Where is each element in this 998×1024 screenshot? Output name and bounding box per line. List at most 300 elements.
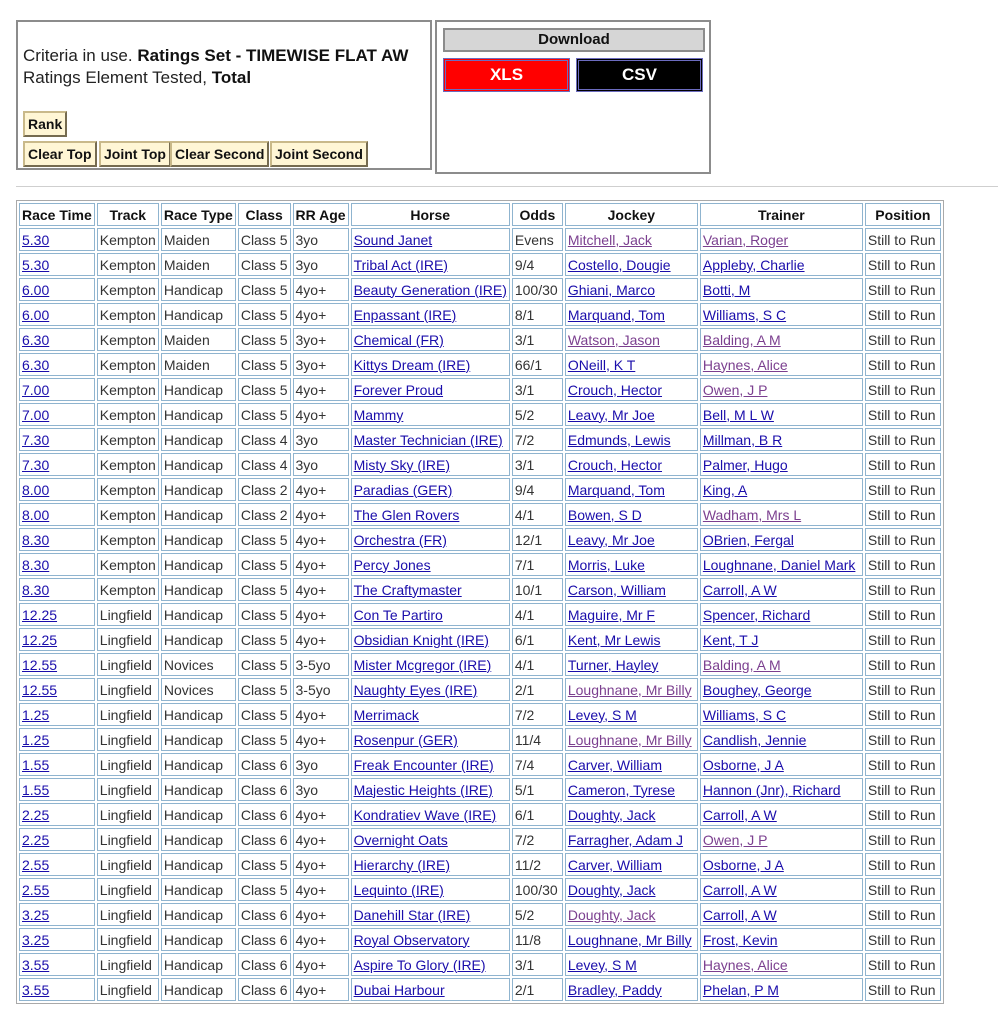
jockey-cell [565, 628, 698, 651]
jockey-cell [565, 803, 698, 826]
jockey-link[interactable]: Bowen, S D [567, 506, 642, 523]
race-type-cell: Handicap [161, 978, 236, 1001]
header-row [19, 203, 941, 226]
horse-link[interactable]: Aspire To Glory (IRE) [353, 956, 486, 973]
race-time-cell [19, 728, 95, 751]
class-cell: Class 2 [238, 503, 291, 526]
jockey-cell [565, 678, 698, 701]
jockey-link[interactable]: Doughty, Jack [567, 906, 656, 923]
table-row [19, 253, 941, 276]
horse-cell [351, 553, 510, 576]
track-cell: Lingfield [97, 628, 159, 651]
trainer-cell [700, 453, 863, 476]
horse-link[interactable]: Master Technician (IRE) [353, 431, 503, 448]
horse-cell [351, 378, 510, 401]
jockey-link[interactable]: Levey, S M [567, 956, 637, 973]
table-row [19, 853, 941, 876]
rr-age-cell: 4yo+ [293, 978, 349, 1001]
position-cell: Still to Run [865, 403, 941, 426]
race-type-cell: Handicap [161, 728, 236, 751]
race-time-link[interactable]: 8.00 [22, 481, 50, 498]
odds-cell: 9/4 [512, 253, 563, 276]
horse-link[interactable]: Merrimack [353, 706, 419, 723]
race-type-cell: Novices [161, 678, 236, 701]
track-cell: Kempton [97, 503, 159, 526]
race-time-cell [19, 453, 95, 476]
race-time-cell [19, 328, 95, 351]
table-row [19, 778, 941, 801]
trainer-link[interactable]: Hannon (Jnr), Richard [702, 781, 841, 798]
race-time-link[interactable]: 7.30 [22, 456, 50, 473]
download-panel [435, 20, 711, 174]
jockey-cell [565, 903, 698, 926]
position-cell: Still to Run [865, 578, 941, 601]
race-time-link[interactable]: 6.00 [22, 281, 50, 298]
race-type-cell: Handicap [161, 878, 236, 901]
race-type-cell: Handicap [161, 553, 236, 576]
jockey-link[interactable]: ONeill, K T [567, 356, 636, 373]
trainer-cell [700, 253, 863, 276]
jockey-link[interactable]: Maguire, Mr F [567, 606, 655, 623]
rank-button[interactable]: Rank [23, 111, 67, 137]
criteria-panel [16, 20, 432, 170]
rr-age-cell: 3yo [293, 778, 349, 801]
race-time-cell [19, 553, 95, 576]
jockey-link[interactable]: Doughty, Jack [567, 881, 656, 898]
horse-cell [351, 453, 510, 476]
position-cell: Still to Run [865, 228, 941, 251]
odds-cell: 10/1 [512, 578, 563, 601]
odds-cell: 5/2 [512, 903, 563, 926]
horse-cell [351, 353, 510, 376]
trainer-cell [700, 403, 863, 426]
trainer-link[interactable]: Loughnane, Daniel Mark [702, 556, 856, 573]
jockey-link[interactable]: Edmunds, Lewis [567, 431, 671, 448]
race-time-link[interactable]: 8.30 [22, 556, 50, 573]
race-time-link[interactable]: 5.30 [22, 256, 50, 273]
jockey-link[interactable]: Watson, Jason [567, 331, 660, 348]
table-row [19, 903, 941, 926]
jockey-link[interactable]: Carver, William [567, 856, 662, 873]
race-time-link[interactable]: 7.30 [22, 431, 50, 448]
jockey-link[interactable]: Doughty, Jack [567, 806, 656, 823]
position-cell: Still to Run [865, 503, 941, 526]
horse-link[interactable]: Overnight Oats [353, 831, 448, 848]
trainer-cell [700, 478, 863, 501]
race-time-cell [19, 803, 95, 826]
trainer-link[interactable]: Carroll, A W [702, 581, 777, 598]
race-time-cell [19, 753, 95, 776]
class-cell: Class 5 [238, 628, 291, 651]
jockey-cell [565, 653, 698, 676]
trainer-link[interactable]: Phelan, P M [702, 981, 779, 998]
horse-cell [351, 953, 510, 976]
race-time-cell [19, 628, 95, 651]
race-time-link[interactable]: 8.30 [22, 531, 50, 548]
horse-cell [351, 403, 510, 426]
race-time-link[interactable]: 8.00 [22, 506, 50, 523]
joint-top-button[interactable]: Joint Top [99, 141, 171, 167]
table-row [19, 953, 941, 976]
jockey-link[interactable]: Farragher, Adam J [567, 831, 684, 848]
race-type-cell: Handicap [161, 928, 236, 951]
trainer-link[interactable]: Haynes, Alice [702, 356, 788, 373]
race-time-link[interactable]: 1.55 [22, 781, 50, 798]
race-time-link[interactable]: 1.25 [22, 731, 50, 748]
header-track: Track [97, 203, 159, 226]
horse-cell [351, 878, 510, 901]
trainer-link[interactable]: Candlish, Jennie [702, 731, 807, 748]
rr-age-cell: 3yo+ [293, 353, 349, 376]
race-time-link[interactable]: 12.25 [22, 606, 58, 623]
horse-link[interactable]: The Craftymaster [353, 581, 462, 598]
position-cell: Still to Run [865, 728, 941, 751]
horse-link[interactable]: Percy Jones [353, 556, 431, 573]
header-position: Position [865, 203, 941, 226]
jockey-link[interactable]: Leavy, Mr Joe [567, 406, 655, 423]
trainer-link[interactable]: Carroll, A W [702, 806, 777, 823]
horse-link[interactable]: Orchestra (FR) [353, 531, 447, 548]
race-time-link[interactable]: 3.55 [22, 956, 50, 973]
trainer-cell [700, 803, 863, 826]
odds-cell: 3/1 [512, 953, 563, 976]
jockey-link[interactable]: Morris, Luke [567, 556, 645, 573]
horse-link[interactable]: Misty Sky (IRE) [353, 456, 451, 473]
results-table [16, 200, 944, 1004]
horse-link[interactable]: Obsidian Knight (IRE) [353, 631, 489, 648]
race-time-link[interactable]: 3.25 [22, 906, 50, 923]
race-time-link[interactable]: 12.25 [22, 631, 58, 648]
table-row [19, 628, 941, 651]
horse-link[interactable]: Lequinto (IRE) [353, 881, 444, 898]
race-time-link[interactable]: 2.25 [22, 806, 50, 823]
rr-age-cell: 4yo+ [293, 378, 349, 401]
race-time-cell [19, 353, 95, 376]
race-time-link[interactable]: 2.55 [22, 856, 50, 873]
race-time-link[interactable]: 8.30 [22, 581, 50, 598]
header-rr-age: RR Age [293, 203, 349, 226]
trainer-link[interactable]: Varian, Roger [702, 231, 789, 248]
position-cell: Still to Run [865, 803, 941, 826]
class-cell: Class 6 [238, 928, 291, 951]
jockey-link[interactable]: Marquand, Tom [567, 306, 665, 323]
jockey-cell [565, 603, 698, 626]
track-cell: Lingfield [97, 653, 159, 676]
track-cell: Lingfield [97, 928, 159, 951]
rr-age-cell: 3yo [293, 428, 349, 451]
position-cell: Still to Run [865, 703, 941, 726]
trainer-link[interactable]: King, A [702, 481, 748, 498]
trainer-cell [700, 878, 863, 901]
class-cell: Class 6 [238, 903, 291, 926]
trainer-link[interactable]: Williams, S C [702, 706, 787, 723]
horse-link[interactable]: Royal Observatory [353, 931, 470, 948]
xls-download-button[interactable]: XLS [443, 58, 570, 92]
race-type-cell: Handicap [161, 453, 236, 476]
jockey-link[interactable]: Leavy, Mr Joe [567, 531, 655, 548]
table-row [19, 428, 941, 451]
rr-age-cell: 4yo+ [293, 878, 349, 901]
rr-age-cell: 4yo+ [293, 553, 349, 576]
jockey-cell [565, 278, 698, 301]
jockey-cell [565, 853, 698, 876]
race-type-cell: Handicap [161, 853, 236, 876]
rr-age-cell: 4yo+ [293, 728, 349, 751]
horse-link[interactable]: Hierarchy (IRE) [353, 856, 451, 873]
position-cell: Still to Run [865, 928, 941, 951]
horse-cell [351, 428, 510, 451]
trainer-link[interactable]: Boughey, George [702, 681, 812, 698]
position-cell: Still to Run [865, 828, 941, 851]
race-time-cell [19, 478, 95, 501]
table-row [19, 528, 941, 551]
horse-link[interactable]: Danehill Star (IRE) [353, 906, 471, 923]
trainer-cell [700, 828, 863, 851]
jockey-link[interactable]: Crouch, Hector [567, 381, 663, 398]
trainer-cell [700, 903, 863, 926]
rr-age-cell: 3yo [293, 453, 349, 476]
track-cell: Lingfield [97, 903, 159, 926]
race-time-link[interactable]: 2.55 [22, 881, 50, 898]
horse-link[interactable]: Con Te Partiro [353, 606, 443, 623]
jockey-cell [565, 703, 698, 726]
position-cell: Still to Run [865, 853, 941, 876]
rr-age-cell: 4yo+ [293, 628, 349, 651]
rr-age-cell: 4yo+ [293, 903, 349, 926]
jockey-cell [565, 303, 698, 326]
table-row [19, 828, 941, 851]
joint-second-button[interactable]: Joint Second [270, 141, 368, 167]
csv-download-button[interactable]: CSV [576, 58, 703, 92]
trainer-link[interactable]: Millman, B R [702, 431, 783, 448]
race-time-link[interactable]: 7.00 [22, 406, 50, 423]
trainer-link[interactable]: Spencer, Richard [702, 606, 811, 623]
race-type-cell: Handicap [161, 403, 236, 426]
trainer-cell [700, 653, 863, 676]
clear-top-button[interactable]: Clear Top [23, 141, 97, 167]
track-cell: Lingfield [97, 603, 159, 626]
race-time-link[interactable]: 6.00 [22, 306, 50, 323]
trainer-link[interactable]: Osborne, J A [702, 856, 784, 873]
race-time-link[interactable]: 7.00 [22, 381, 50, 398]
race-time-link[interactable]: 6.30 [22, 356, 50, 373]
odds-cell: 11/4 [512, 728, 563, 751]
race-time-cell [19, 228, 95, 251]
horse-cell [351, 303, 510, 326]
odds-cell: 12/1 [512, 528, 563, 551]
position-cell: Still to Run [865, 678, 941, 701]
horse-cell [351, 503, 510, 526]
class-cell: Class 5 [238, 728, 291, 751]
horse-link[interactable]: Kondratiev Wave (IRE) [353, 806, 497, 823]
jockey-link[interactable]: Loughnane, Mr Billy [567, 681, 692, 698]
trainer-link[interactable]: OBrien, Fergal [702, 531, 794, 548]
class-cell: Class 5 [238, 328, 291, 351]
horse-cell [351, 703, 510, 726]
trainer-cell [700, 753, 863, 776]
horse-link[interactable]: Mammy [353, 406, 404, 423]
trainer-link[interactable]: Balding, A M [702, 656, 781, 673]
rr-age-cell: 4yo+ [293, 278, 349, 301]
horse-link[interactable]: Enpassant (IRE) [353, 306, 457, 323]
race-type-cell: Handicap [161, 753, 236, 776]
horse-link[interactable]: Rosenpur (GER) [353, 731, 458, 748]
trainer-cell [700, 503, 863, 526]
track-cell: Kempton [97, 353, 159, 376]
track-cell: Kempton [97, 253, 159, 276]
class-cell: Class 5 [238, 353, 291, 376]
class-cell: Class 5 [238, 678, 291, 701]
race-type-cell: Novices [161, 653, 236, 676]
table-row [19, 978, 941, 1001]
horse-link[interactable]: Dubai Harbour [353, 981, 445, 998]
position-cell: Still to Run [865, 878, 941, 901]
horse-link[interactable]: Sound Janet [353, 231, 433, 248]
horse-cell [351, 603, 510, 626]
trainer-link[interactable]: Kent, T J [702, 631, 759, 648]
race-time-link[interactable]: 1.25 [22, 706, 50, 723]
jockey-link[interactable]: Carver, William [567, 756, 662, 773]
position-cell: Still to Run [865, 303, 941, 326]
race-time-cell [19, 303, 95, 326]
clear-second-button[interactable]: Clear Second [170, 141, 269, 167]
race-type-cell: Handicap [161, 803, 236, 826]
track-cell: Lingfield [97, 953, 159, 976]
horse-cell [351, 803, 510, 826]
odds-cell: 5/1 [512, 778, 563, 801]
jockey-link[interactable]: Cameron, Tyrese [567, 781, 675, 798]
trainer-link[interactable]: Williams, S C [702, 306, 787, 323]
horse-cell [351, 278, 510, 301]
horse-link[interactable]: Majestic Heights (IRE) [353, 781, 493, 798]
track-cell: Kempton [97, 403, 159, 426]
table-row [19, 478, 941, 501]
jockey-link[interactable]: Carson, William [567, 581, 666, 598]
jockey-link[interactable]: Levey, S M [567, 706, 637, 723]
horse-cell [351, 628, 510, 651]
race-time-link[interactable]: 12.55 [22, 681, 58, 698]
rr-age-cell: 4yo+ [293, 578, 349, 601]
class-cell: Class 6 [238, 753, 291, 776]
track-cell: Lingfield [97, 778, 159, 801]
race-time-link[interactable]: 1.55 [22, 756, 50, 773]
trainer-cell [700, 278, 863, 301]
trainer-link[interactable]: Wadham, Mrs L [702, 506, 802, 523]
jockey-cell [565, 728, 698, 751]
race-time-link[interactable]: 3.25 [22, 931, 50, 948]
jockey-cell [565, 328, 698, 351]
track-cell: Lingfield [97, 878, 159, 901]
class-cell: Class 6 [238, 953, 291, 976]
trainer-link[interactable]: Haynes, Alice [702, 956, 788, 973]
race-time-link[interactable]: 2.25 [22, 831, 50, 848]
rr-age-cell: 3yo [293, 753, 349, 776]
trainer-link[interactable]: Carroll, A W [702, 881, 777, 898]
odds-cell: 66/1 [512, 353, 563, 376]
race-time-cell [19, 953, 95, 976]
race-time-link[interactable]: 3.55 [22, 981, 50, 998]
jockey-link[interactable]: Costello, Dougie [567, 256, 671, 273]
horse-link[interactable]: The Glen Rovers [353, 506, 460, 523]
trainer-cell [700, 578, 863, 601]
horse-link[interactable]: Chemical (FR) [353, 331, 444, 348]
horse-link[interactable]: Freak Encounter (IRE) [353, 756, 494, 773]
table-row [19, 303, 941, 326]
jockey-cell [565, 928, 698, 951]
jockey-link[interactable]: Kent, Mr Lewis [567, 631, 661, 648]
trainer-cell [700, 703, 863, 726]
element-prefix: Ratings Element Tested, [23, 68, 207, 87]
odds-cell: 11/2 [512, 853, 563, 876]
trainer-cell [700, 728, 863, 751]
ratings-set: Ratings Set - TIMEWISE FLAT AW [137, 46, 409, 65]
rr-age-cell: 4yo+ [293, 403, 349, 426]
race-time-cell [19, 653, 95, 676]
race-type-cell: Handicap [161, 278, 236, 301]
jockey-link[interactable]: Bradley, Paddy [567, 981, 662, 998]
race-time-link[interactable]: 12.55 [22, 656, 58, 673]
trainer-link[interactable]: Bell, M L W [702, 406, 774, 423]
trainer-cell [700, 603, 863, 626]
track-cell: Lingfield [97, 678, 159, 701]
jockey-cell [565, 378, 698, 401]
header-race-time: Race Time [19, 203, 95, 226]
trainer-link[interactable]: Owen, J P [702, 381, 768, 398]
trainer-link[interactable]: Osborne, J A [702, 756, 784, 773]
track-cell: Lingfield [97, 853, 159, 876]
race-time-link[interactable]: 5.30 [22, 231, 50, 248]
position-cell: Still to Run [865, 328, 941, 351]
position-cell: Still to Run [865, 603, 941, 626]
horse-link[interactable]: Mister Mcgregor (IRE) [353, 656, 492, 673]
table-row [19, 278, 941, 301]
horse-cell [351, 828, 510, 851]
position-cell: Still to Run [865, 778, 941, 801]
race-time-cell [19, 378, 95, 401]
jockey-cell [565, 453, 698, 476]
horse-link[interactable]: Kittys Dream (IRE) [353, 356, 471, 373]
trainer-link[interactable]: Owen, J P [702, 831, 768, 848]
race-type-cell: Handicap [161, 903, 236, 926]
odds-cell: 100/30 [512, 878, 563, 901]
odds-cell: 3/1 [512, 378, 563, 401]
trainer-link[interactable]: Carroll, A W [702, 906, 777, 923]
trainer-link[interactable]: Appleby, Charlie [702, 256, 805, 273]
class-cell: Class 5 [238, 653, 291, 676]
track-cell: Kempton [97, 328, 159, 351]
jockey-link[interactable]: Crouch, Hector [567, 456, 663, 473]
horse-link[interactable]: Beauty Generation (IRE) [353, 281, 507, 298]
jockey-link[interactable]: Turner, Hayley [567, 656, 659, 673]
jockey-cell [565, 953, 698, 976]
race-time-link[interactable]: 6.30 [22, 331, 50, 348]
horse-cell [351, 778, 510, 801]
jockey-link[interactable]: Marquand, Tom [567, 481, 665, 498]
horse-link[interactable]: Forever Proud [353, 381, 444, 398]
trainer-link[interactable]: Frost, Kevin [702, 931, 778, 948]
horse-link[interactable]: Naughty Eyes (IRE) [353, 681, 478, 698]
jockey-link[interactable]: Ghiani, Marco [567, 281, 656, 298]
horse-link[interactable]: Paradias (GER) [353, 481, 453, 498]
jockey-link[interactable]: Mitchell, Jack [567, 231, 652, 248]
trainer-link[interactable]: Botti, M [702, 281, 751, 298]
jockey-link[interactable]: Loughnane, Mr Billy [567, 931, 692, 948]
trainer-link[interactable]: Balding, A M [702, 331, 781, 348]
horse-link[interactable]: Tribal Act (IRE) [353, 256, 448, 273]
trainer-link[interactable]: Palmer, Hugo [702, 456, 788, 473]
jockey-cell [565, 753, 698, 776]
jockey-link[interactable]: Loughnane, Mr Billy [567, 731, 692, 748]
